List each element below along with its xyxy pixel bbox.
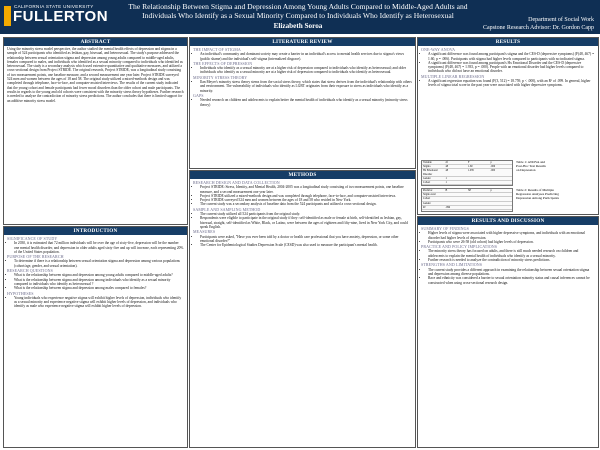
questions-title: RESEARCH QUESTIONS bbox=[7, 268, 53, 274]
purpose-text: • To determine if there is a relationship between sexual orientation stigma and depression among various populations (cohort/age, gender, and sexual orientation). bbox=[14, 259, 184, 268]
table-cell: Cohort bbox=[423, 181, 431, 185]
table-cell: .099 bbox=[445, 205, 451, 209]
table-cell bbox=[445, 197, 468, 200]
practice-item: • Further research is needed to analyze the contradiction of minority stress predictions. bbox=[428, 258, 595, 262]
table-cell bbox=[490, 202, 513, 205]
table-cell bbox=[467, 206, 490, 209]
table-cell bbox=[445, 193, 468, 196]
table-cell: p bbox=[490, 161, 492, 164]
anova-item: • A significant difference was found among participant's stigma and the CES-D (depressive symptoms) (F(48, 467) = 1.60, p = .006). Participants with stigma had higher levels compared to participants with no indicated stigma. bbox=[428, 52, 595, 61]
mlr-item: • A significant regression equation was found (F(3, 512) = 18.759, p < .000), with an R² of .099. In general, higher levels of stigma total score in the past year were associated with higher depressive symptoms. bbox=[428, 79, 595, 88]
strengths-item: • The current study provides a different approach in examining the relationship between sexual orientation stigma and depression among diverse populations. bbox=[428, 268, 595, 277]
effects-title: THE EFFECTS OF DEPRESSION bbox=[193, 60, 253, 66]
hypotheses-title: HYPOTHESES bbox=[7, 290, 34, 296]
table-cell bbox=[467, 197, 490, 200]
logo-small-text: CALIFORNIA STATE UNIVERSITY bbox=[14, 4, 94, 9]
abstract-text: Using the minority stress model perspective, the author studied the mental health effects of depression and stigma in a sample of 524 participants who identified as lesbian, gay, bisexual, and heterosexual. The study's purpose addressed the relationship between sexual orientation stigma and depression among young adults compared to middle-aged adults, females compared to males, and individuals who identified as a sexual minority compared to individuals who identified as heterosexual. The study is a secondary analysis which used extensive quantitative and qualitative measures, and utilized a cross-sectional design from Project STRIDE. The original research, Project STRIDE, was a longitudinal study consisting of two measurement points, one baseline measure, and a second measurement one year later. Project STRIDE surveyed 524 men and women between the ages of 18 and 58. The original study utilized a mixed-methods design and was completed through telephone, face-to-face, and computer-assisted interviews. The results of the current study indicated that the young cohort and female participants had fewer mood disorders than the older cohort and male participants. The results in regards to the young and old cohorts were consistent with the minority stress theory hypotheses. Further research is needed to analyze the contradiction of minority stress predictions. The author concludes that there is limited support for an additive minority stress model. bbox=[7, 47, 184, 103]
design-item: • Project STRIDE surveyed 524 men and women between the ages of 18 and 58 who resided in New York. bbox=[200, 198, 412, 202]
research-question: • What is the relationship between stigma and depression among males compared to females? bbox=[14, 286, 184, 290]
table-cell: 1.60 bbox=[468, 165, 473, 169]
department-block bbox=[464, 16, 594, 32]
theory-title: MINORITY STRESS THEORY bbox=[193, 74, 248, 80]
hypotheses-text: • Young individuals who experience negative stigma will exhibit higher levels of depression, individuals who identify as a sexual minority and experience negative stigma will exhibit higher levels of depression, and individuals who identify as male who experience negative stigma will exhibit higher levels of depression. bbox=[14, 296, 184, 309]
table-cell: Stigma total bbox=[423, 193, 436, 197]
strengths-title: STRENGTHS AND LIMITATIONS bbox=[421, 262, 483, 268]
methods-heading: METHODS bbox=[190, 171, 415, 179]
effects-text: • Individuals who identify as a sexual minority are at a higher risk of depression compared to individuals who identify as heterosexual; and older individuals who identify as a sexual minority are at a higher risk of depression compared to individuals who identify as heterosexual. bbox=[200, 66, 412, 75]
significance-title: SIGNIFICANCE OF STUDY bbox=[7, 236, 58, 241]
table-row bbox=[422, 206, 512, 210]
abstract-box bbox=[3, 37, 188, 225]
anova-title: ONE-WAY ANOVA bbox=[421, 47, 456, 52]
literature-box bbox=[189, 37, 416, 169]
discussion-heading: RESULTS AND DISCUSSION bbox=[418, 217, 598, 225]
table-cell: .000 bbox=[490, 169, 496, 173]
results-box bbox=[417, 37, 599, 215]
gaps-text: • Needed research on children and adolescents to explain better the mental health of individuals who identify as a sexual minority (minority stress theory) bbox=[200, 98, 412, 107]
summary-title: SUMMARY OF FINDINGS bbox=[421, 226, 469, 231]
table-cell bbox=[490, 197, 513, 200]
table-cell bbox=[490, 177, 513, 180]
strengths-item: • Race and ethnicity was considered a barrier to sexual orientation minority status and causal inferences cannot be constructed when using cross-sectional research design. bbox=[428, 276, 595, 285]
poster-author: Elizabeth Soroa bbox=[273, 22, 323, 30]
purpose-title: PURPOSE OF THE RESEARCH bbox=[7, 254, 64, 260]
impact-title: THE IMPACT OF STIGMA bbox=[193, 47, 241, 52]
table-cell: 1.935 bbox=[468, 169, 474, 173]
table-cell: B bbox=[445, 189, 448, 192]
sample-title: SAMPLE AND SAMPLING METHOD bbox=[193, 206, 261, 212]
research-question: • What is the relationship between stigma and depression among individuals who identify as a sexual minority compared to individuals who identify as heterosexual ? bbox=[14, 278, 184, 287]
table-cell: Stigma bbox=[423, 165, 431, 169]
design-title: RESEARCH DESIGN AND DATA COLLECTION bbox=[193, 180, 280, 185]
table-cell bbox=[467, 193, 490, 196]
table-cell: .006 bbox=[490, 165, 496, 169]
poster-title: The Relationship Between Stigma and Depression Among Young Adults Compared to Middle-Aged Adults and Individuals Who Identify as a Sexual Minority Compared to Individuals Who Identify as Heterosexual bbox=[128, 2, 468, 20]
practice-item: • The minority stress theory has focused on adults, and there is still much needed research on children and adolescents to explain the mental health of individuals who identify as a sexual minority. bbox=[428, 249, 595, 258]
table-cell: p bbox=[490, 189, 492, 192]
table-cell bbox=[490, 206, 513, 209]
methods-box bbox=[189, 170, 416, 448]
table-cell: F bbox=[468, 161, 470, 164]
significance-text: • In 2030, it is estimated that 72 million individuals will be over the age of sixty-five, depression will be the number one mental health disorder, and depression in older adults aged sixty-five and up will increase, each representing 20% of the United States population. bbox=[14, 241, 184, 254]
anova-item: • A significant difference was found among participant's Hx Emotional Disorder and the CES-D (depressive symptoms) (F(48, 467) = 1.935, p = .000). People with an emotional disorder had higher levels compared to individuals who did not have an emotional disorder. bbox=[428, 61, 595, 74]
design-item: • Project STRIDE: Stress, Identity, and Mental Health, 2004-2005 was a longitudinal study consisting of two measurement points, one baseline measure, and a second measurement one year later. bbox=[200, 185, 412, 194]
mlr-title: MULTIPLE LINEAR REGRESSION bbox=[421, 73, 485, 79]
department-name: Department of Social Work bbox=[528, 17, 594, 23]
research-question: • What is the relationship between stigma and depression among young adults compared to middle-aged adults? bbox=[14, 273, 184, 277]
table-cell bbox=[445, 202, 468, 205]
table-2 bbox=[421, 188, 513, 212]
university-logo bbox=[4, 3, 114, 31]
measures-title: MEASURES bbox=[193, 229, 216, 235]
table-cell: 48 bbox=[445, 169, 449, 173]
summary-item: • Higher levels of stigma were associated with higher depressive symptoms, and individuals with an emotional disorder had higher levels of depression. bbox=[428, 231, 595, 240]
design-item: • The current study was a secondary analysis of baseline data from the 524 participants and utilized a cross-sectional design. bbox=[200, 202, 412, 206]
abstract-heading: ABSTRACT bbox=[4, 38, 187, 46]
advisor-name: Capstone Research Advisor: Dr. Gordon Capp bbox=[483, 25, 594, 31]
results-heading: RESULTS bbox=[418, 38, 598, 46]
table-row bbox=[422, 169, 512, 176]
table-cell bbox=[467, 202, 490, 205]
introduction-box bbox=[3, 226, 188, 448]
summary-item: • Participants who were 26-58 (old cohort) had higher levels of depression. bbox=[428, 240, 595, 244]
table-cell: SE bbox=[468, 189, 472, 192]
introduction-heading: INTRODUCTION bbox=[4, 227, 187, 235]
design-item: • Project STRIDE utilized a mixed-methods design and was completed through telephone, face-to-face, and computer-assisted interviews. bbox=[200, 194, 412, 198]
table-cell: 48 bbox=[445, 165, 449, 169]
impact-text: • An individual's community and dominant society may create a barrier in an individual's access to mental health services due to stigma's views (public shame) and the individual's self-stigma (internalized disgrace). bbox=[200, 52, 412, 61]
discussion-box bbox=[417, 216, 599, 448]
measures-item: • The Center for Epidemiological Studies Depression Scale (CESD) was also used to measure the participant's mental health. bbox=[200, 243, 412, 247]
literature-heading: LITERATURE REVIEW bbox=[190, 38, 415, 46]
gaps-title: GAPS bbox=[193, 92, 204, 98]
measures-item: • Participants were asked, "Have you ever been told by a doctor or health care professional that you have anxiety, depression, or some other emotional disorder?" bbox=[200, 235, 412, 244]
logo-big-text: FULLERTON bbox=[13, 8, 109, 25]
table-cell: 1 bbox=[445, 181, 447, 185]
logo-mark bbox=[4, 6, 11, 26]
table-cell bbox=[467, 181, 490, 184]
table-1 bbox=[421, 160, 513, 186]
table-2-caption: Table 2: Results of Multiple Regression Analyses Predicting Depression Among Participants bbox=[516, 188, 559, 200]
table-cell: Gender bbox=[423, 201, 431, 205]
table-1-caption: Table 1: ANOVA and Post-Hoc Test Results on Depression bbox=[516, 160, 546, 172]
table-cell: R² bbox=[423, 205, 426, 209]
table-row bbox=[422, 181, 512, 185]
table-cell: 1 bbox=[445, 176, 447, 180]
sample-item: • Respondents were eligible to participate in the original study if they: self-identified as male or female at birth, self-identified as lesbian, gay, bisexual, straight, self-identified as White, Black, or Latino, were between the ages of eighteen and fifty-nine, lived in New York City, and could speak English. bbox=[200, 216, 412, 229]
table-cell: Gender bbox=[423, 176, 431, 180]
table-cell: Cohort bbox=[423, 197, 431, 201]
sample-item: • The current study utilized all 524 participants from the original study. bbox=[200, 212, 412, 216]
practice-title: PRACTICE AND POLICY IMPLICATIONS bbox=[421, 244, 498, 250]
table-cell: df bbox=[445, 161, 448, 164]
table-cell: Hx Emotional Disorder bbox=[423, 169, 438, 176]
table-cell bbox=[467, 177, 490, 180]
table-cell bbox=[490, 181, 513, 184]
table-cell bbox=[490, 193, 513, 196]
poster-header bbox=[0, 0, 600, 34]
theory-text: • Ilan Meyer's minority stress theory stems from the social stress theory, which states that stress derives from the individual's relationship with others and environment. The vulnerability of individuals who identify as LGBT originates from their exposure to stress as individuals who identify as a minority. bbox=[200, 80, 412, 93]
table-cell: Variable bbox=[423, 161, 432, 164]
table-cell: Predictor bbox=[423, 189, 433, 192]
